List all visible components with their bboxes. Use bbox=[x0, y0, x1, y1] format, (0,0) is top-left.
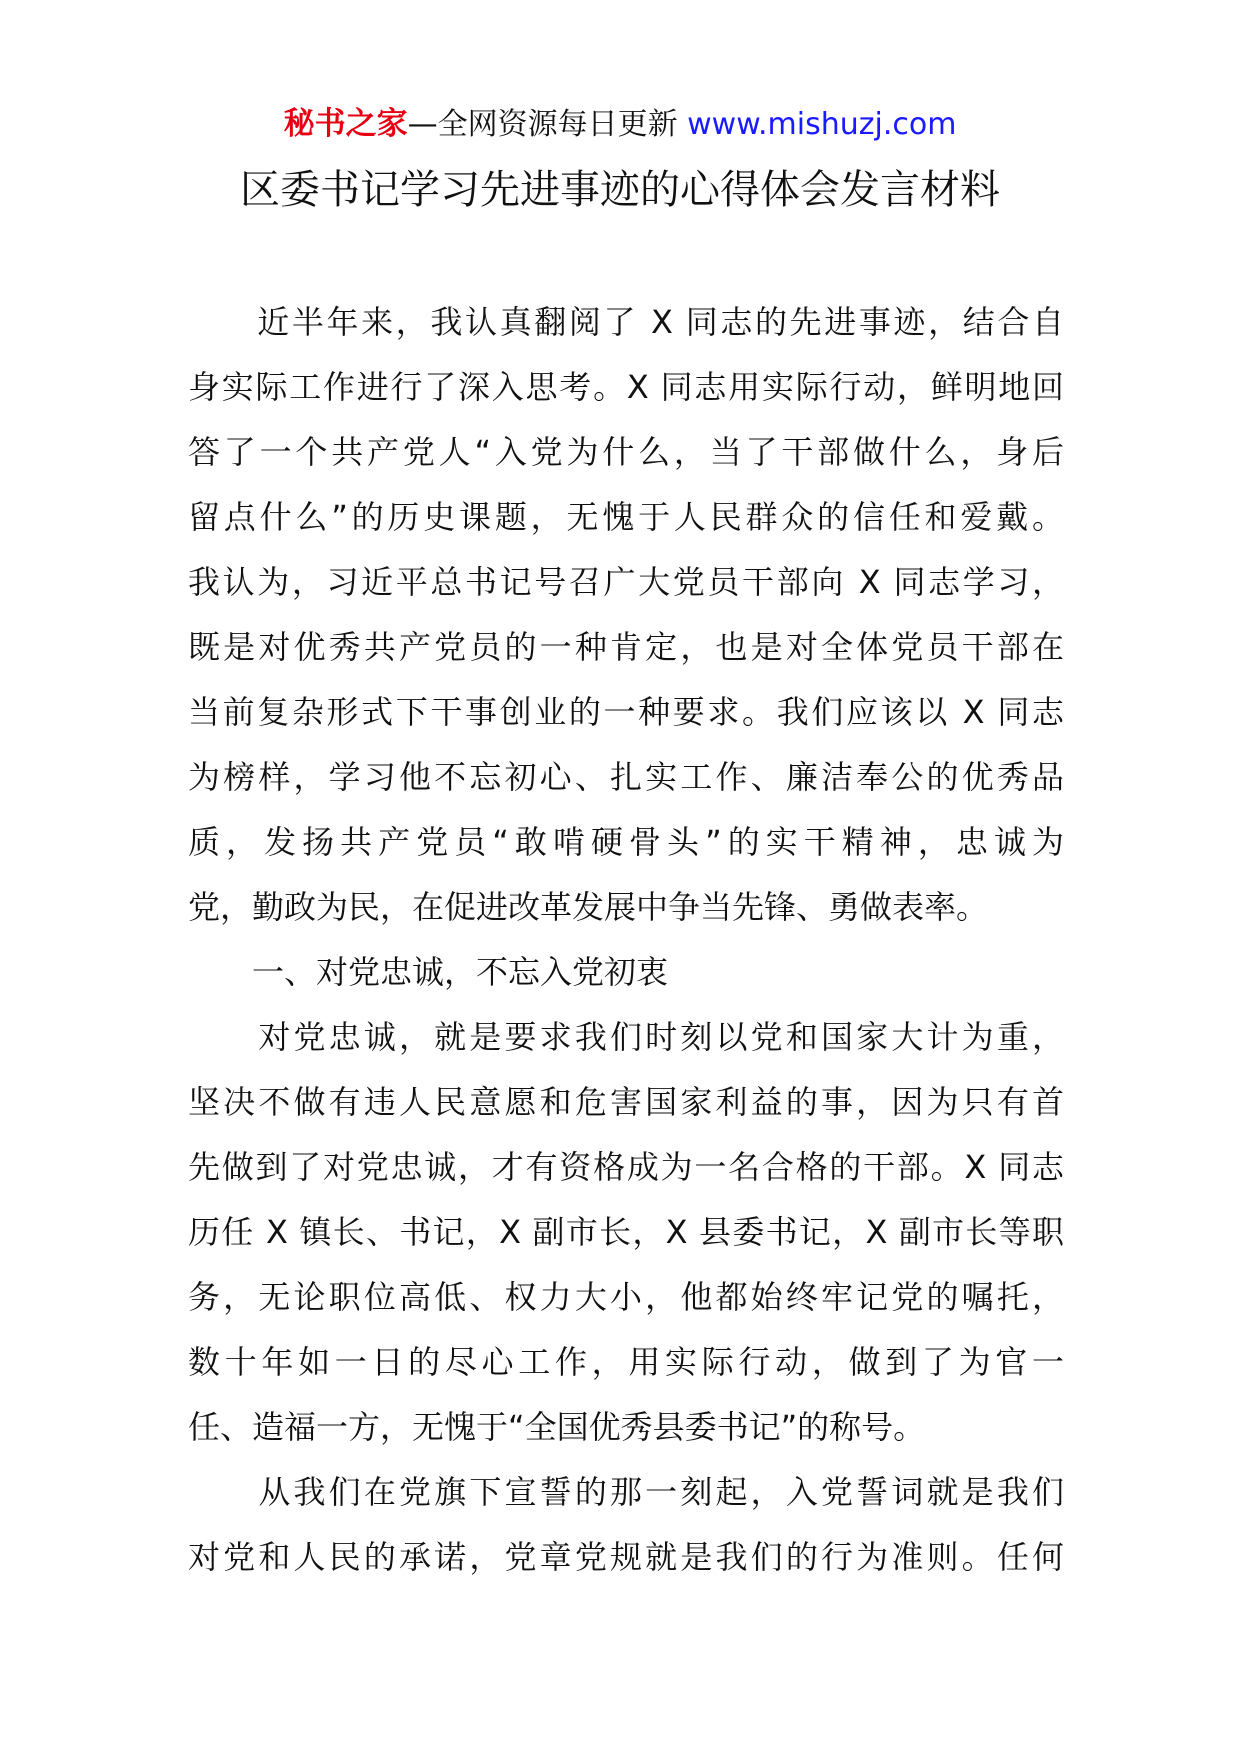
body-line: 任、造福一方，无愧于“全国优秀县委书记”的称号。 bbox=[188, 1408, 926, 1446]
body-line: 我认为，习近平总书记号召广大党员干部向 X 同志学习， bbox=[188, 563, 1064, 601]
body-line: 当前复杂形式下干事创业的一种要求。我们应该以 X 同志 bbox=[188, 693, 1064, 731]
document-title: 区委书记学习先进事迹的心得体会发言材料 bbox=[240, 167, 1000, 213]
body-line: 党，勤政为民，在促进改革发展中争当先锋、勇做表率。 bbox=[188, 888, 989, 926]
body-line: 质，发扬共产党员“敢啃硬骨头”的实干精神，忠诚为 bbox=[188, 823, 1064, 861]
body-line: 对党和人民的承诺，党章党规就是我们的行为准则。任何 bbox=[188, 1538, 1064, 1576]
site-header bbox=[0, 102, 1240, 147]
header-tagline: —全网资源每日更新 bbox=[407, 107, 678, 142]
body-line: 坚决不做有违人民意愿和危害国家利益的事，因为只有首 bbox=[188, 1083, 1064, 1121]
body-line: 近半年来，我认真翻阅了 X 同志的先进事迹，结合自 bbox=[188, 303, 1064, 341]
body-line: 历任 X 镇长、书记，X 副市长，X 县委书记，X 副市长等职 bbox=[188, 1213, 1064, 1251]
body-line: 数十年如一日的尽心工作，用实际行动，做到了为官一 bbox=[188, 1343, 1064, 1381]
body-line: 身实际工作进行了深入思考。X 同志用实际行动，鲜明地回 bbox=[188, 368, 1064, 406]
brand-name: 秘书之家 bbox=[283, 106, 408, 142]
body-line: 为榜样，学习他不忘初心、扎实工作、廉洁奉公的优秀品 bbox=[188, 758, 1064, 796]
body-line: 对党忠诚，就是要求我们时刻以党和国家大计为重， bbox=[188, 1018, 1064, 1056]
section-heading: 一、对党忠诚，不忘入党初衷 bbox=[188, 953, 669, 991]
document-body bbox=[188, 290, 1064, 1590]
body-line: 务，无论职位高低、权力大小，他都始终牢记党的嘱托， bbox=[188, 1278, 1064, 1316]
body-line: 答了一个共产党人“入党为什么，当了干部做什么，身后 bbox=[188, 433, 1064, 471]
body-line: 从我们在党旗下宣誓的那一刻起，入党誓词就是我们 bbox=[188, 1473, 1064, 1511]
body-line: 留点什么”的历史课题，无愧于人民群众的信任和爱戴。 bbox=[188, 498, 1064, 536]
site-url-link[interactable]: www.mishuzj.com bbox=[687, 107, 957, 142]
body-line: 既是对优秀共产党员的一种肯定，也是对全体党员干部在 bbox=[188, 628, 1064, 666]
body-line: 先做到了对党忠诚，才有资格成为一名合格的干部。X 同志 bbox=[188, 1148, 1064, 1186]
